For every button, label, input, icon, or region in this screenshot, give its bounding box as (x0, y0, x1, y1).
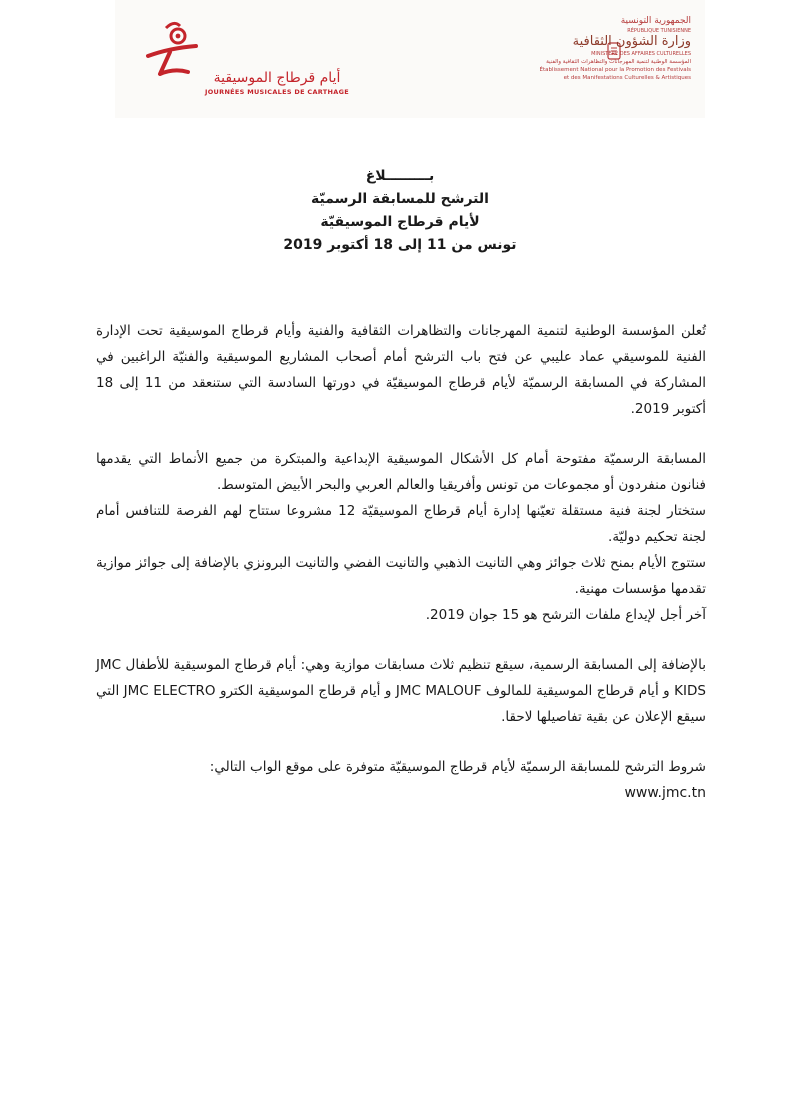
paragraph-conditions: شروط الترشح للمسابقة الرسميّة لأيام قرطاج الموسيقيّة متوفرة على موقع الواب التالي: (209, 759, 706, 775)
republic-arabic: الجمهورية التونسية (620, 16, 691, 26)
jmc-emblem-icon (140, 18, 230, 78)
establishment-arabic: المؤسسة الوطنية لتنمية المهرجانات والتظاهرات الثقافية والفنية (546, 59, 691, 65)
jmc-arabic-name: أيام قرطاج الموسيقية (213, 70, 341, 86)
ministry-french: MINISTÈRE DES AFFAIRES CULTURELLES (591, 51, 691, 57)
paragraph-awards: ستتوج الأيام بمنح ثلاث جوائز وهي التانيت الذهبي والتانيت الفضي والتانيت البرونزي بالإضافة إلى جوائز موازية تقدمها مؤسسات مهنية. (96, 555, 706, 597)
title-dates: تونس من 11 إلى 18 أكتوبر 2019 (283, 237, 517, 253)
paragraph-parallel-competitions: بالإضافة إلى المسابقة الرسمية، سيقع تنظيم ثلاث مسابقات موازية وهي: أيام قرطاج الموسيقية للأطفال JMC KIDS و أيام قرطاج الموسيقية للمالوف JMC MALOUF و أيام قرطاج الموسيقية الكترو JMC ELECTRO التي سيقع الإعلان عن بقية تفاصيلها لاحقا. (96, 657, 706, 725)
announcement-title (150, 165, 650, 257)
title-announcement: بـــــــــلاغ (365, 168, 435, 184)
title-festival-name: لأيام قرطاج الموسيقيّة (320, 214, 480, 230)
announcement-body (96, 318, 706, 806)
website-link[interactable]: www.jmc.tn (624, 785, 706, 801)
establishment-french-1: Établissement National pour la Promotion des Festivals (539, 67, 691, 73)
paragraph-deadline: آخر أجل لإيداع ملفات الترشح هو 15 جوان 2019. (425, 607, 706, 623)
title-call-for-entries: الترشح للمسابقة الرسميّة (311, 191, 489, 207)
paragraph-intro: تُعلن المؤسسة الوطنية لتنمية المهرجانات والتظاهرات الثقافية والفنية وأيام قرطاج الموسيقية تحت الإدارة الفنية للموسيقي عماد عليبي عن فتح باب الترشح أمام أصحاب المشاريع الموسيقية والفنيّة الراغبين في المشاركة في المسابقة الرسميّة لأيام قرطاج الموسيقيّة في دورتها السادسة التي ستنعقد من 11 إلى 18 أكتوبر 2019. (96, 323, 706, 417)
establishment-french-2: et des Manifestations Culturelles & Artistiques (563, 75, 691, 81)
jmc-logo (140, 18, 355, 103)
ministry-arabic: وزارة الشؤون الثقافية (572, 34, 691, 49)
republic-french: RÉPUBLIQUE TUNISIENNE (627, 28, 691, 34)
ministry-logo (539, 16, 705, 106)
paragraph-selection: ستختار لجنة فنية مستقلة تعيّنها إدارة أيام قرطاج الموسيقيّة 12 مشروعا ستتاح لهم الفرصة للتنافس أمام لجنة تحكيم دوليّة. (96, 503, 706, 545)
paragraph-competition-open: المسابقة الرسميّة مفتوحة أمام كل الأشكال الموسيقية الإبداعية والمبتكرة من جميع الأنماط التي يقدمها فنانون منفردون أو مجموعات من تونس وأفريقيا والعالم العربي والبحر الأبيض المتوسط. (96, 451, 706, 493)
jmc-latin-name: JOURNÉES MUSICALES DE CARTHAGE (205, 88, 349, 96)
